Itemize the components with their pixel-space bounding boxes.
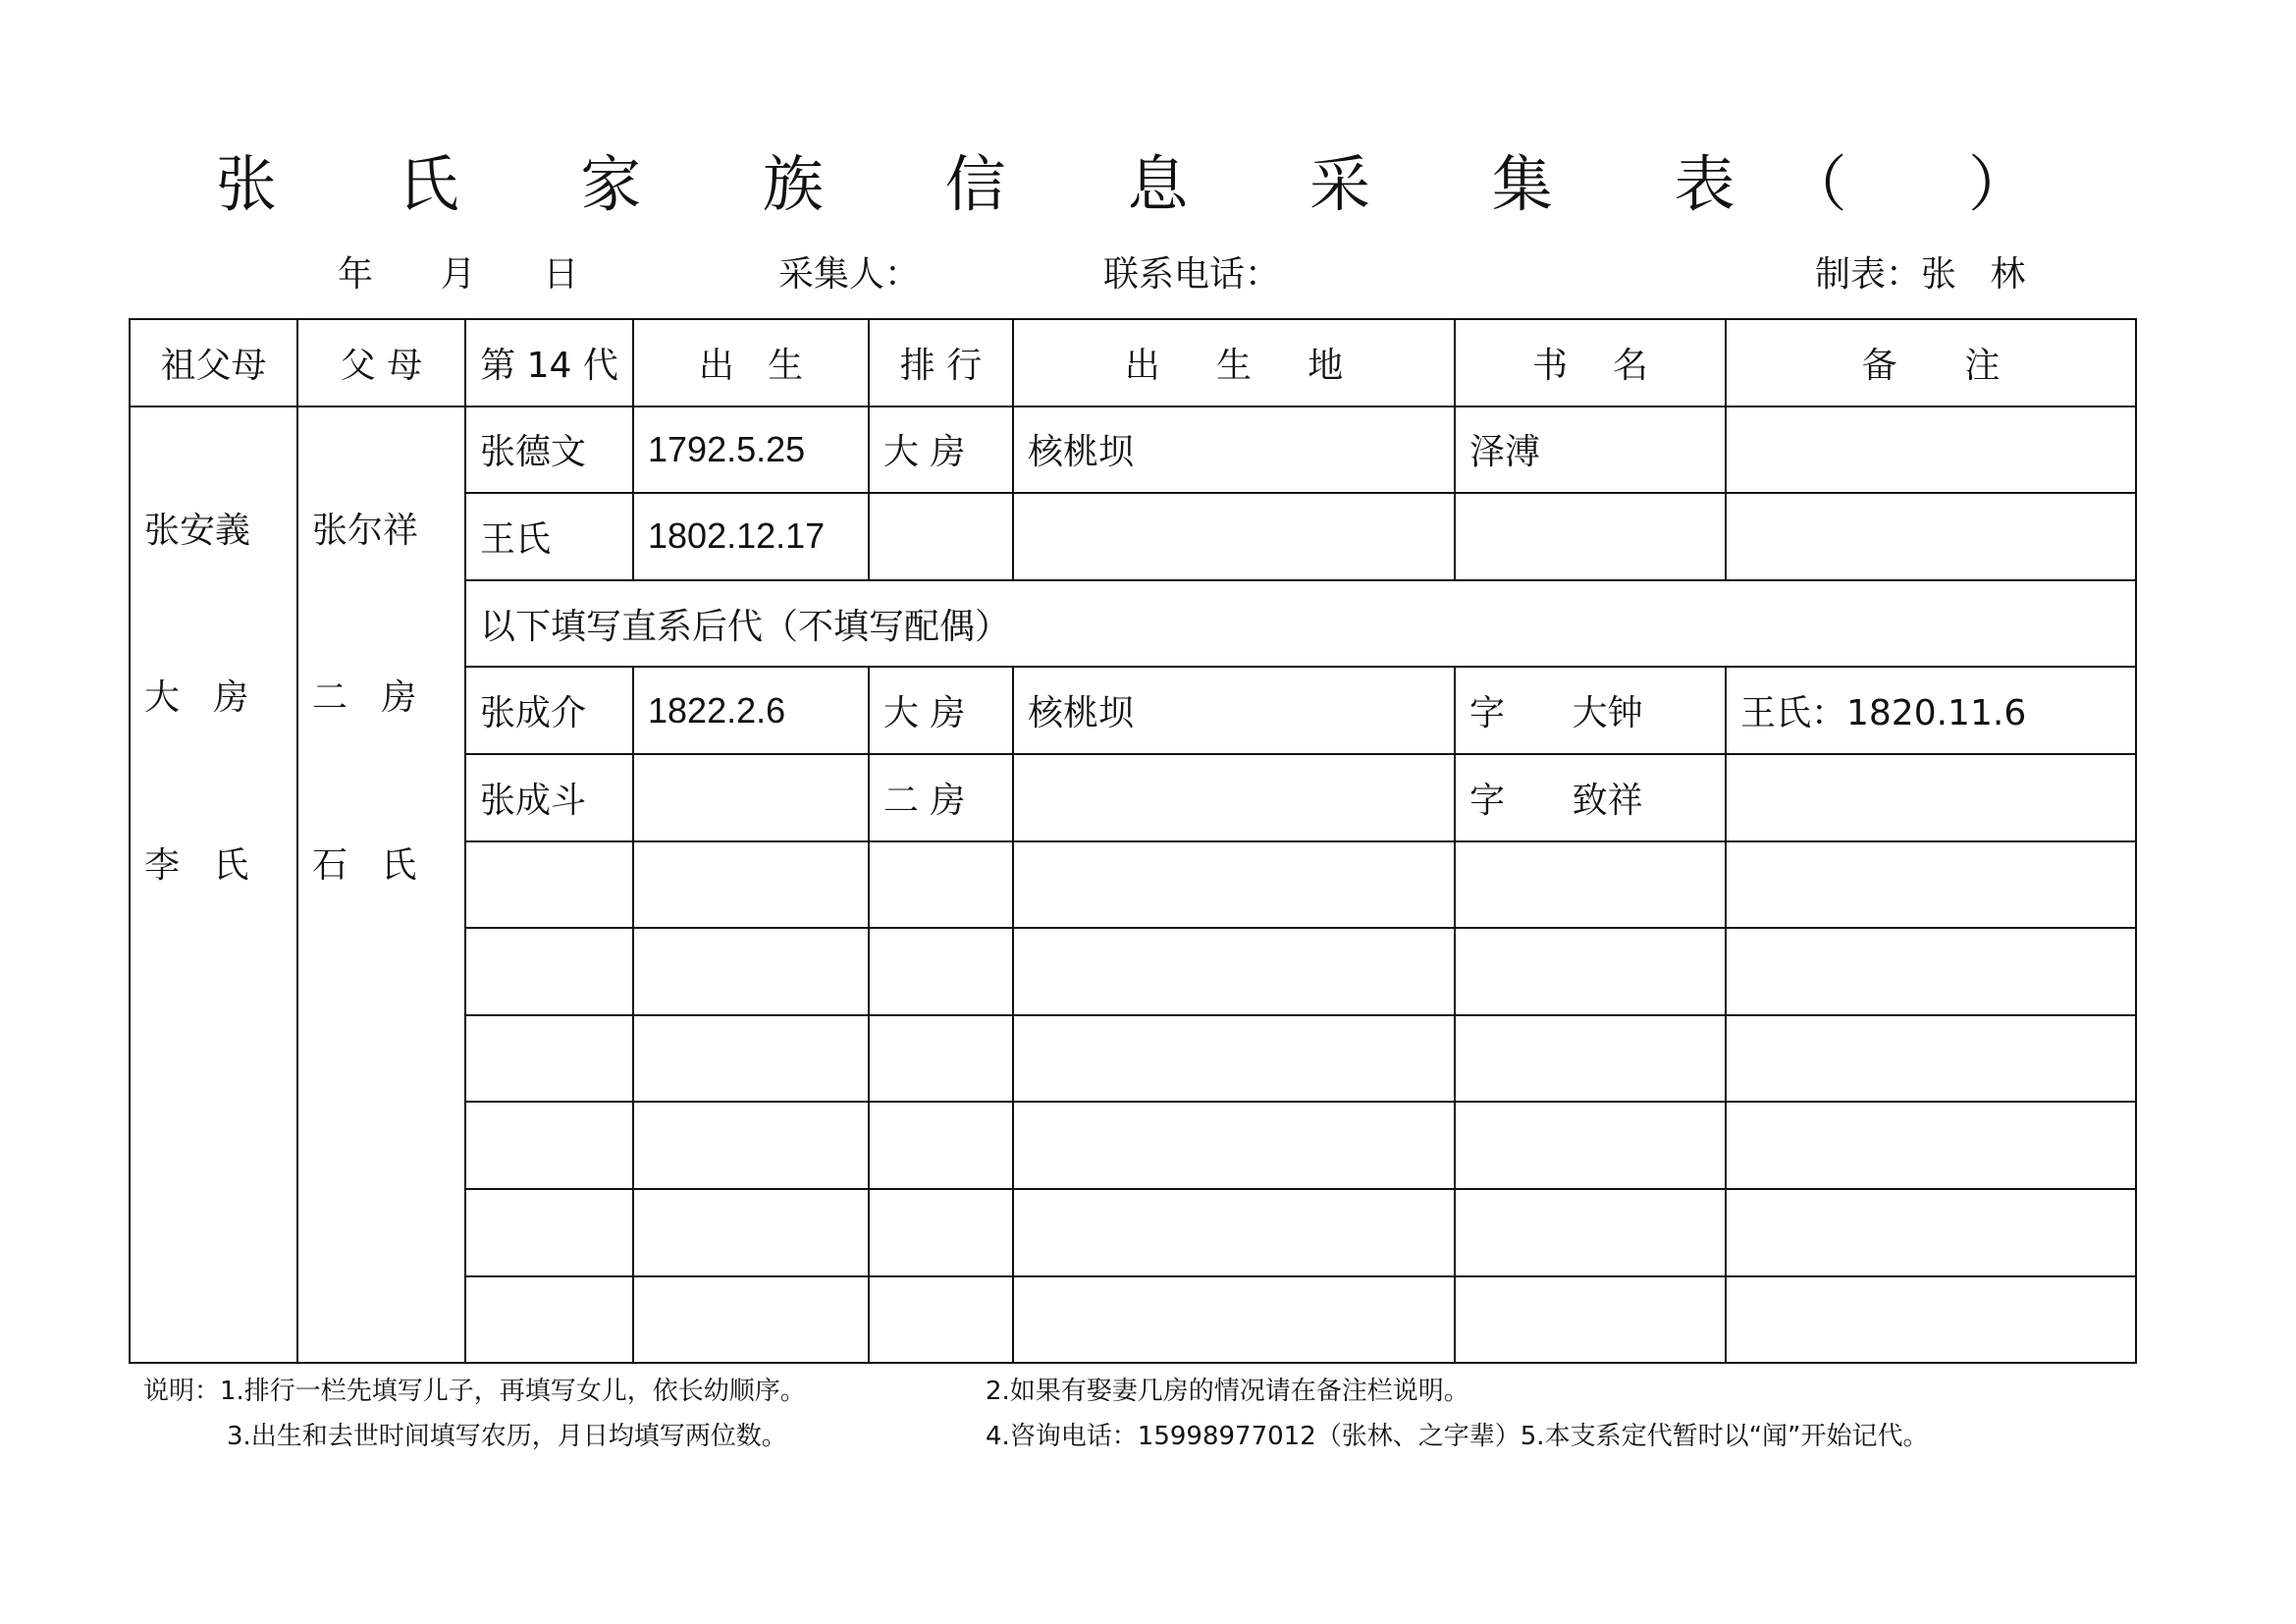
birth-cell[interactable]: 1822.2.6 xyxy=(633,667,869,754)
book-name-cell[interactable] xyxy=(1455,1102,1726,1189)
book-name-cell[interactable] xyxy=(1455,841,1726,929)
header-parents: 父 母 xyxy=(297,319,465,406)
rank-cell[interactable] xyxy=(869,928,1013,1015)
remark-cell[interactable] xyxy=(1726,1276,2136,1364)
rank-cell[interactable] xyxy=(869,841,1013,929)
birthplace-cell[interactable] xyxy=(1013,1102,1455,1189)
birth-cell[interactable]: 1792.5.25 xyxy=(633,406,869,494)
parent-branch: 二 房 xyxy=(312,677,417,719)
remark-cell[interactable] xyxy=(1726,754,2136,841)
rank-cell[interactable] xyxy=(869,1015,1013,1103)
remark-cell[interactable] xyxy=(1726,1102,2136,1189)
remark-cell[interactable]: 王氏：1820.11.6 xyxy=(1726,667,2136,754)
rank-cell[interactable]: 大 房 xyxy=(869,406,1013,494)
header-rank: 排 行 xyxy=(869,319,1013,406)
rank-cell[interactable]: 二 房 xyxy=(869,754,1013,841)
form-title: 张 氏 家 族 信 息 采 集 表（ ） xyxy=(215,148,2081,220)
header-grandparents: 祖父母 xyxy=(130,319,297,406)
birthplace-cell[interactable] xyxy=(1013,493,1455,580)
note-4: 4.咨询电话：15998977012（张林、之字辈）5.本支系定代暂时以“闻”开始记代。 xyxy=(986,1422,1929,1451)
name-cell[interactable] xyxy=(465,928,633,1015)
birth-cell[interactable]: 1802.12.17 xyxy=(633,493,869,580)
birthplace-cell[interactable] xyxy=(1013,928,1455,1015)
book-name-cell[interactable] xyxy=(1455,1189,1726,1276)
table-row xyxy=(130,406,2136,494)
remark-cell[interactable] xyxy=(1726,406,2136,494)
header-row xyxy=(130,319,2136,406)
rank-cell[interactable] xyxy=(869,1102,1013,1189)
remark-cell[interactable] xyxy=(1726,1015,2136,1103)
birth-cell[interactable] xyxy=(633,1015,869,1103)
book-name-cell[interactable] xyxy=(1455,1015,1726,1103)
rank-cell[interactable] xyxy=(869,493,1013,580)
parent-spouse: 石 氏 xyxy=(312,844,417,886)
birth-cell[interactable] xyxy=(633,754,869,841)
note-2: 2.如果有娶妻几房的情况请在备注栏说明。 xyxy=(986,1377,1469,1406)
descendants-note: 以下填写直系后代（不填写配偶） xyxy=(465,580,2136,668)
parent-name: 张尔祥 xyxy=(312,510,419,551)
family-info-table xyxy=(129,318,2137,1364)
header-remarks: 备 注 xyxy=(1726,319,2136,406)
remark-cell[interactable] xyxy=(1726,493,2136,580)
name-cell[interactable] xyxy=(465,1015,633,1103)
note-1: 说明：1.排行一栏先填写儿子，再填写女儿，依长幼顺序。 xyxy=(143,1377,806,1406)
remark-cell[interactable] xyxy=(1726,1189,2136,1276)
birth-cell[interactable] xyxy=(633,1189,869,1276)
birth-cell[interactable] xyxy=(633,928,869,1015)
birth-cell[interactable] xyxy=(633,841,869,929)
name-cell[interactable] xyxy=(465,1276,633,1364)
grandparent-branch: 大 房 xyxy=(144,677,249,719)
name-cell[interactable]: 张成介 xyxy=(465,667,633,754)
remark-cell[interactable] xyxy=(1726,841,2136,929)
rank-cell[interactable]: 大 房 xyxy=(869,667,1013,754)
birthplace-cell[interactable] xyxy=(1013,1276,1455,1364)
book-name-cell[interactable]: 泽溥 xyxy=(1455,406,1726,494)
birthplace-cell[interactable] xyxy=(1013,754,1455,841)
birthplace-cell[interactable]: 核桃坝 xyxy=(1013,667,1455,754)
birthplace-cell[interactable] xyxy=(1013,841,1455,929)
book-name-cell[interactable]: 字 致祥 xyxy=(1455,754,1726,841)
header-birth: 出 生 xyxy=(633,319,869,406)
book-name-cell[interactable] xyxy=(1455,928,1726,1015)
book-name-cell[interactable] xyxy=(1455,493,1726,580)
birth-cell[interactable] xyxy=(633,1276,869,1364)
remark-cell[interactable] xyxy=(1726,928,2136,1015)
birthplace-cell[interactable]: 核桃坝 xyxy=(1013,406,1455,494)
name-cell[interactable] xyxy=(465,1102,633,1189)
name-cell[interactable]: 王氏 xyxy=(465,493,633,580)
parents-cell xyxy=(297,406,465,1364)
table-maker-label: 制表：张 林 xyxy=(1815,254,2026,295)
name-cell[interactable]: 张成斗 xyxy=(465,754,633,841)
name-cell[interactable] xyxy=(465,1189,633,1276)
date-field-label: 年 月 日 xyxy=(338,254,579,295)
name-cell[interactable]: 张德文 xyxy=(465,406,633,494)
name-cell[interactable] xyxy=(465,841,633,929)
birthplace-cell[interactable] xyxy=(1013,1015,1455,1103)
instructions xyxy=(143,1369,2156,1459)
contact-phone-label: 联系电话： xyxy=(1103,254,1281,295)
collector-label: 采集人： xyxy=(778,254,921,295)
birthplace-cell[interactable] xyxy=(1013,1189,1455,1276)
grandparent-name: 张安義 xyxy=(144,510,251,551)
note-3: 3.出生和去世时间填写农历，月日均填写两位数。 xyxy=(227,1422,787,1451)
header-book-name: 书 名 xyxy=(1455,319,1726,406)
rank-cell[interactable] xyxy=(869,1189,1013,1276)
header-generation-14: 第 14 代 xyxy=(465,319,633,406)
header-birthplace: 出 生 地 xyxy=(1013,319,1455,406)
birth-cell[interactable] xyxy=(633,1102,869,1189)
book-name-cell[interactable] xyxy=(1455,1276,1726,1364)
grandparent-spouse: 李 氏 xyxy=(144,844,249,886)
book-name-cell[interactable]: 字 大钟 xyxy=(1455,667,1726,754)
grandparents-cell xyxy=(130,406,297,1364)
rank-cell[interactable] xyxy=(869,1276,1013,1364)
